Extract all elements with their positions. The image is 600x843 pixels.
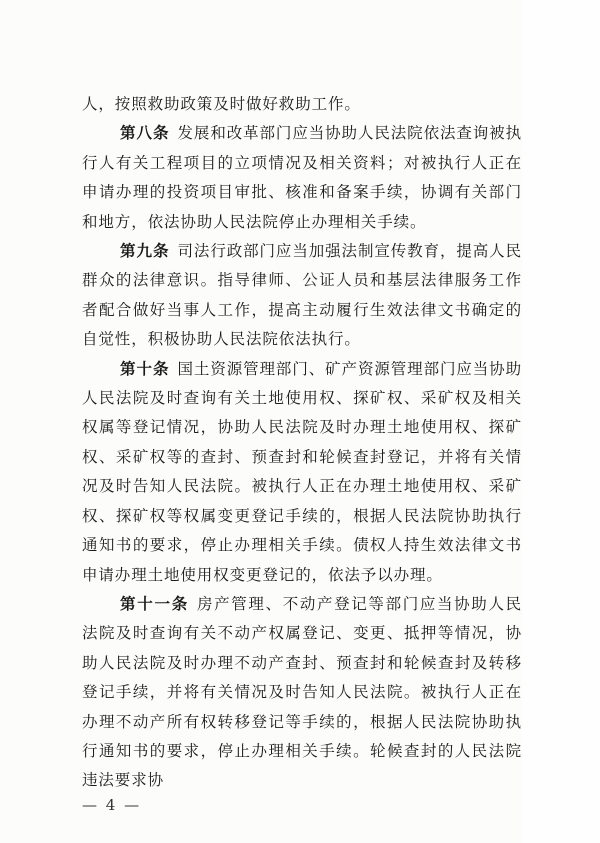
article-9	[82, 237, 522, 355]
article-9-title: 第九条	[120, 242, 170, 261]
article-10-title: 第十条	[120, 359, 170, 378]
article-10-text: 国土资源管理部门、矿产资源管理部门应当协助人民法院及时查询有关土地使用权、探矿权、采矿权及相关权属等登记情况，协助人民法院及时办理土地使用权、探矿权、采矿权等的查封、预查封和轮候查封登记，并将有关情况及时告知人民法院。被执行人正在办理土地使用权、采矿权、探矿权等权属变更登记手续的，根据人民法院协助执行通知书的要求，停止办理相关手续。债权人持生效法律文书申请办理土地使用权变更登记的，依法予以办理。	[82, 359, 522, 584]
article-11	[82, 590, 522, 796]
article-10	[82, 355, 522, 590]
intro-paragraph: 人，按照救助政策及时做好救助工作。	[82, 95, 361, 113]
article-8	[82, 119, 522, 237]
article-8-title: 第八条	[120, 124, 170, 143]
page-number: — 4 —	[82, 796, 142, 814]
article-8-text: 发展和改革部门应当协助人民法院依法查询被执行人有关工程项目的立项情况及相关资料；对被执行人正在申请办理的投资项目审批、核准和备案手续，协调有关部门和地方，依法协助人民法院停止办理相关手续。	[82, 124, 522, 231]
scan-margin	[522, 0, 600, 843]
article-11-title: 第十一条	[120, 594, 189, 613]
document-body	[82, 90, 522, 796]
article-9-text: 司法行政部门应当加强法制宣传教育，提高人民群众的法律意识。指导律师、公证人员和基层法律服务工作者配合做好当事人工作，提高主动履行生效法律文书确定的自觉性，积极协助人民法院依法执行。	[82, 242, 522, 349]
article-11-text: 房产管理、不动产登记等部门应当协助人民法院及时查询有关不动产权属登记、变更、抵押等情况，协助人民法院及时办理不动产查封、预查封和轮候查封及转移登记手续，并将有关情况及时告知人民法院。被执行人正在办理不动产所有权转移登记等手续的，根据人民法院协助执行通知书的要求，停止办理相关手续。轮候查封的人民法院违法要求协	[82, 594, 522, 790]
